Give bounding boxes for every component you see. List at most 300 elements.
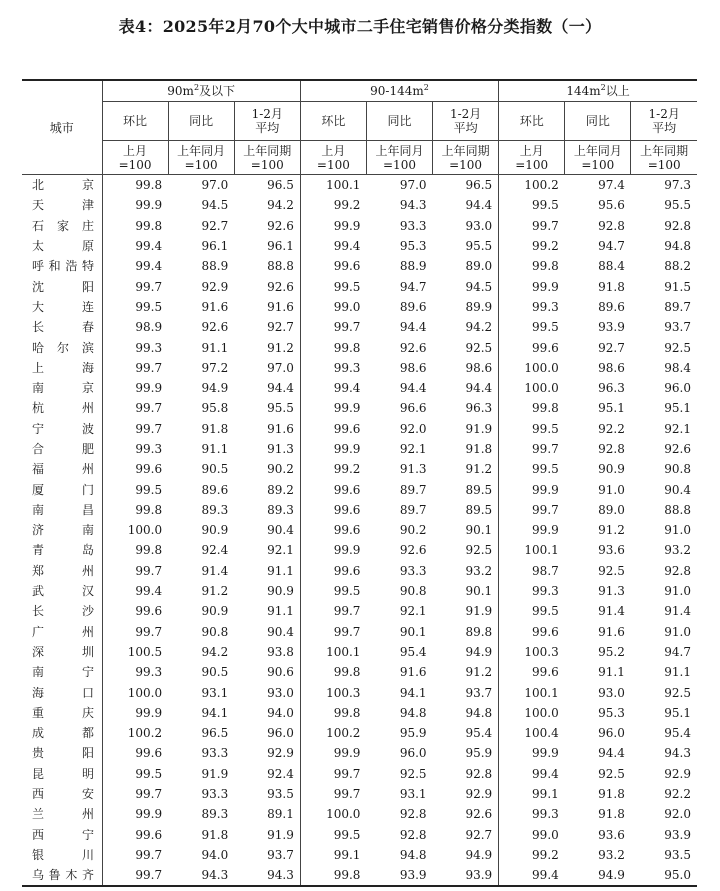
value-cell: 92.0 [399,421,427,436]
value-cell: 99.7 [135,624,163,639]
value-cell: 93.3 [201,787,229,802]
value-cell: 96.3 [465,401,493,416]
value-cell: 99.7 [499,500,565,520]
value-cell: 93.2 [598,847,625,862]
value-cell: 95.3 [598,705,625,720]
value-cell: 91.4 [201,563,229,578]
value-cell: 99.6 [300,479,366,499]
value-cell: 94.8 [465,705,493,720]
value-cell: 98.6 [598,360,625,375]
value-cell: 91.3 [267,442,294,456]
value-cell: 99.5 [300,825,366,845]
value-cell: 99.1 [499,784,565,804]
value-cell: 96.0 [664,381,691,396]
value-cell: 95.5 [267,401,294,416]
value-cell: 92.6 [267,218,294,233]
city-cell: 长沙 [22,601,102,621]
value-cell: 91.1 [201,442,229,456]
value-cell: 90.5 [201,665,229,680]
value-cell: 100.0 [499,358,565,378]
value-cell: 99.9 [300,398,366,418]
city-cell: 沈阳 [22,276,102,296]
value-cell: 94.5 [465,279,493,294]
value-cell: 99.5 [499,601,565,621]
value-cell: 99.4 [135,239,163,254]
value-cell: 100.0 [300,804,366,824]
city-cell: 长春 [22,317,102,337]
table-row [22,175,697,196]
city-cell: 杭州 [22,398,102,418]
value-cell: 99.7 [300,317,366,337]
value-cell: 99.8 [300,865,366,886]
value-cell: 89.0 [465,259,493,274]
value-cell: 96.5 [465,178,493,193]
base-header: 上月 =100 [499,141,565,175]
value-cell: 99.9 [300,216,366,236]
value-cell: 100.4 [499,723,565,743]
value-cell: 99.3 [499,297,565,317]
value-cell: 95.9 [465,746,493,761]
metric-header: 同比 [168,102,234,141]
value-cell: 90.8 [399,584,427,599]
value-cell: 99.7 [135,421,163,436]
value-cell: 90.9 [267,584,294,599]
value-cell: 92.7 [201,218,229,233]
value-cell: 91.4 [598,604,625,619]
value-cell: 94.2 [201,644,229,659]
value-cell: 99.5 [499,195,565,215]
city-cell: 福州 [22,459,102,479]
value-cell: 99.6 [135,462,163,477]
value-cell: 96.1 [267,239,294,254]
value-cell: 93.5 [267,787,294,802]
value-cell: 93.5 [664,847,691,862]
value-cell: 100.1 [499,540,565,560]
value-cell: 92.1 [267,543,294,558]
value-cell: 93.0 [465,218,493,233]
value-cell: 99.6 [300,520,366,540]
city-cell: 武汉 [22,581,102,601]
value-cell: 95.5 [465,239,493,254]
value-cell: 99.6 [135,604,163,619]
city-cell: 广州 [22,622,102,642]
value-cell: 99.4 [499,764,565,784]
table-row [22,601,697,621]
value-cell: 92.1 [664,421,691,436]
value-cell: 100.0 [127,685,163,700]
value-cell: 99.7 [300,622,366,642]
value-cell: 93.9 [366,865,432,886]
value-cell: 96.0 [598,726,625,741]
value-cell: 99.5 [135,299,163,314]
value-cell: 93.7 [267,847,294,862]
value-cell: 94.2 [267,198,294,213]
value-cell: 99.4 [300,236,366,256]
value-cell: 99.3 [300,358,366,378]
value-cell: 88.8 [267,259,294,274]
value-cell: 94.3 [234,865,300,886]
value-cell: 89.5 [465,502,493,517]
table-row [22,581,697,601]
value-cell: 91.1 [598,665,625,680]
value-cell: 93.0 [267,685,294,700]
value-cell: 99.5 [135,482,163,497]
value-cell: 99.3 [499,581,565,601]
value-cell: 92.6 [664,442,691,456]
table-row [22,764,697,784]
value-cell: 99.6 [300,419,366,439]
value-cell: 91.2 [201,584,229,599]
value-cell: 94.9 [201,381,229,396]
value-cell: 99.8 [135,218,163,233]
value-cell: 92.5 [465,543,493,558]
table-row [22,419,697,439]
value-cell: 90.4 [664,482,691,497]
value-cell: 99.7 [135,563,163,578]
value-cell: 88.9 [201,259,229,274]
value-cell: 99.4 [499,865,565,886]
value-cell: 100.3 [499,642,565,662]
value-cell: 99.6 [499,662,565,682]
value-cell: 94.8 [664,239,691,254]
value-cell: 99.8 [135,178,163,193]
value-cell: 95.5 [664,198,691,213]
value-cell: 99.7 [499,216,565,236]
value-cell: 94.3 [664,746,691,761]
value-cell: 92.2 [598,421,625,436]
city-cell: 石家庄 [22,216,102,236]
value-cell: 96.5 [201,726,229,741]
value-cell: 92.8 [399,807,427,822]
group-header-medium: $90-144m^2$ [300,80,498,102]
value-cell: 91.6 [598,624,625,639]
value-cell: 90.4 [267,523,294,538]
value-cell: 97.4 [598,178,625,193]
value-cell: 92.8 [399,827,427,842]
value-cell: 91.9 [201,766,229,781]
value-cell: 91.9 [465,604,493,619]
value-cell: 91.8 [598,279,625,294]
value-cell: 97.3 [664,178,691,193]
value-cell: 93.6 [598,827,625,842]
value-cell: 91.0 [664,584,691,599]
value-cell: 99.9 [135,705,163,720]
value-cell: 96.1 [201,239,229,254]
table-row [22,236,697,256]
city-cell: 银川 [22,845,102,865]
table-row [22,297,697,317]
value-cell: 92.8 [664,218,691,233]
value-cell: 99.6 [300,256,366,276]
city-cell: 哈尔滨 [22,337,102,357]
metric-header: 1-2月 平均 [433,102,499,141]
value-cell: 95.3 [399,239,427,254]
value-cell: 91.6 [267,421,294,436]
value-cell: 98.9 [135,320,163,335]
value-cell: 92.4 [267,766,294,781]
value-cell: 92.4 [201,543,229,558]
value-cell: 96.6 [399,401,427,416]
value-cell: 94.1 [201,705,229,720]
value-cell: 92.6 [399,340,427,355]
value-cell: 92.7 [598,340,625,355]
value-cell: 94.3 [399,198,427,213]
city-cell: 合肥 [22,439,102,459]
value-cell: 92.6 [465,807,493,822]
value-cell: 95.9 [399,726,427,741]
value-cell: 91.0 [598,482,625,497]
value-cell: 100.1 [300,642,366,662]
value-cell: 94.4 [399,381,427,396]
value-cell: 94.4 [267,381,294,396]
value-cell: 99.7 [300,764,366,784]
city-cell: 南昌 [22,500,102,520]
base-header: 上年同月 =100 [366,141,432,175]
value-cell: 90.4 [267,624,294,639]
value-cell: 92.5 [664,685,691,700]
value-cell: 99.8 [499,256,565,276]
metric-header: 环比 [102,102,168,141]
value-cell: 95.0 [631,865,697,886]
value-cell: 98.7 [499,561,565,581]
value-cell: 94.8 [399,847,427,862]
table-row [22,622,697,642]
value-cell: 89.3 [267,502,294,517]
value-cell: 95.4 [399,644,427,659]
value-cell: 95.4 [664,726,691,741]
city-cell: 乌鲁木齐 [22,865,102,886]
city-cell: 郑州 [22,561,102,581]
city-cell: 深圳 [22,642,102,662]
value-cell: 92.6 [399,543,427,558]
value-cell: 93.7 [664,320,691,335]
value-cell: 89.6 [598,299,625,314]
metric-header: 环比 [499,102,565,141]
value-cell: 91.1 [201,340,229,355]
value-cell: 99.7 [300,784,366,804]
value-cell: 91.2 [598,523,625,538]
value-cell: 92.8 [465,766,493,781]
value-cell: 93.1 [201,685,229,700]
value-cell: 91.8 [598,807,625,822]
value-cell: 88.4 [598,259,625,274]
value-cell: 89.6 [399,299,427,314]
value-cell: 89.1 [267,807,294,822]
value-cell: 89.6 [201,482,229,497]
value-cell: 94.7 [598,239,625,254]
value-cell: 99.5 [499,459,565,479]
value-cell: 96.0 [267,726,294,741]
city-cell: 南京 [22,378,102,398]
value-cell: 92.1 [399,604,427,619]
value-cell: 93.0 [598,685,625,700]
value-cell: 97.0 [201,178,229,193]
city-cell: 太原 [22,236,102,256]
value-cell: 97.0 [399,178,427,193]
value-cell: 94.4 [598,746,625,761]
value-cell: 92.5 [465,340,493,355]
value-cell: 100.3 [300,682,366,702]
value-cell: 92.5 [598,563,625,578]
value-cell: 91.9 [465,421,493,436]
value-cell: 93.9 [664,827,691,842]
base-header: 上年同期 =100 [234,141,300,175]
value-cell: 100.2 [300,723,366,743]
value-cell: 91.3 [399,462,427,477]
value-cell: 94.3 [168,865,234,886]
value-cell: 100.0 [127,523,163,538]
value-cell: 90.6 [267,665,294,680]
value-cell: 91.6 [399,665,427,680]
table-row [22,540,697,560]
value-cell: 92.0 [664,807,691,822]
value-cell: 99.4 [135,584,163,599]
value-cell: 99.6 [499,337,565,357]
value-cell: 99.6 [499,622,565,642]
value-cell: 99.6 [135,746,163,761]
value-cell: 95.2 [598,644,625,659]
value-cell: 94.4 [399,320,427,335]
value-cell: 99.3 [499,804,565,824]
value-cell: 95.4 [465,726,493,741]
table-title: 表4：2025年2月70个大中城市二手住宅销售价格分类指数（一） [118,17,602,36]
base-header: 上年同期 =100 [631,141,697,175]
value-cell: 91.9 [267,827,294,842]
value-cell: 99.1 [300,845,366,865]
metric-header: 同比 [366,102,432,141]
value-cell: 99.6 [300,500,366,520]
value-cell: 89.3 [201,502,229,517]
table-row [22,337,697,357]
value-cell: 94.1 [399,685,427,700]
value-cell: 100.0 [499,703,565,723]
value-cell: 99.0 [300,297,366,317]
value-cell: 94.9 [565,865,631,886]
city-cell: 重庆 [22,703,102,723]
value-cell: 91.6 [201,299,229,314]
value-cell: 91.5 [664,279,691,294]
value-cell: 99.2 [300,195,366,215]
value-cell: 93.2 [664,543,691,558]
table-row [22,378,697,398]
metric-header: 1-2月 平均 [631,102,697,141]
value-cell: 99.9 [499,276,565,296]
value-cell: 99.9 [135,198,163,213]
value-cell: 92.2 [664,787,691,802]
value-cell: 92.6 [267,279,294,294]
value-cell: 99.9 [135,381,163,396]
table-row [22,642,697,662]
value-cell: 93.3 [201,746,229,761]
value-cell: 89.8 [465,624,493,639]
value-cell: 90.9 [598,462,625,477]
base-header: 上年同月 =100 [168,141,234,175]
city-cell: 西宁 [22,825,102,845]
value-cell: 94.0 [267,705,294,720]
city-cell: 南宁 [22,662,102,682]
value-cell: 94.4 [465,381,493,396]
value-cell: 95.6 [598,198,625,213]
value-cell: 92.5 [664,340,691,355]
value-cell: 100.1 [499,682,565,702]
value-cell: 90.1 [399,624,427,639]
table-row [22,743,697,763]
value-cell: 94.8 [399,705,427,720]
value-cell: 99.7 [135,401,163,416]
value-cell: 98.4 [664,360,691,375]
value-cell: 90.8 [201,624,229,639]
value-cell: 89.2 [267,482,294,497]
table-row [22,216,697,236]
value-cell: 99.8 [300,337,366,357]
table-row [22,520,697,540]
value-cell: 90.5 [201,462,229,477]
table-row [22,865,697,886]
table-row [22,784,697,804]
value-cell: 93.3 [399,563,427,578]
value-cell: 92.5 [598,766,625,781]
value-cell: 98.6 [465,360,493,375]
city-cell: 西安 [22,784,102,804]
city-cell: 呼和浩特 [22,256,102,276]
value-cell: 99.4 [135,259,163,274]
city-cell: 厦门 [22,479,102,499]
group-header-large: $144m^2$以上 [499,80,697,102]
value-cell: 99.5 [499,419,565,439]
value-cell: 91.3 [598,584,625,599]
table-row [22,276,697,296]
value-cell: 89.0 [598,502,625,517]
city-cell: 海口 [22,682,102,702]
value-cell: 99.9 [499,479,565,499]
table-row [22,561,697,581]
city-cell: 兰州 [22,804,102,824]
value-cell: 99.9 [499,520,565,540]
value-cell: 94.5 [201,198,229,213]
value-cell: 92.6 [201,320,229,335]
city-cell: 青岛 [22,540,102,560]
value-cell: 96.0 [399,746,427,761]
metric-header: 环比 [300,102,366,141]
value-cell: 99.2 [499,845,565,865]
table-row [22,723,697,743]
value-cell: 91.1 [267,563,294,578]
value-cell: 91.2 [267,340,294,355]
value-cell: 99.8 [300,703,366,723]
value-cell: 89.9 [465,299,493,314]
group-header-small: $90m^2$及以下 [102,80,300,102]
value-cell: 91.8 [201,421,229,436]
table-row [22,825,697,845]
value-cell: 99.7 [102,865,168,886]
value-cell: 99.9 [135,807,163,822]
value-cell: 96.3 [598,381,625,396]
value-cell: 94.9 [465,847,493,862]
value-cell: 96.5 [267,178,294,193]
value-cell: 99.7 [135,360,163,375]
value-cell: 93.3 [399,218,427,233]
base-header: 上年同月 =100 [565,141,631,175]
value-cell: 99.8 [300,662,366,682]
value-cell: 92.9 [267,746,294,761]
value-cell: 99.7 [135,847,163,862]
value-cell: 92.8 [598,442,625,456]
value-cell: 90.9 [201,604,229,619]
value-cell: 99.2 [499,236,565,256]
value-cell: 92.9 [201,279,229,294]
value-cell: 90.1 [465,523,493,538]
value-cell: 99.9 [300,439,366,459]
